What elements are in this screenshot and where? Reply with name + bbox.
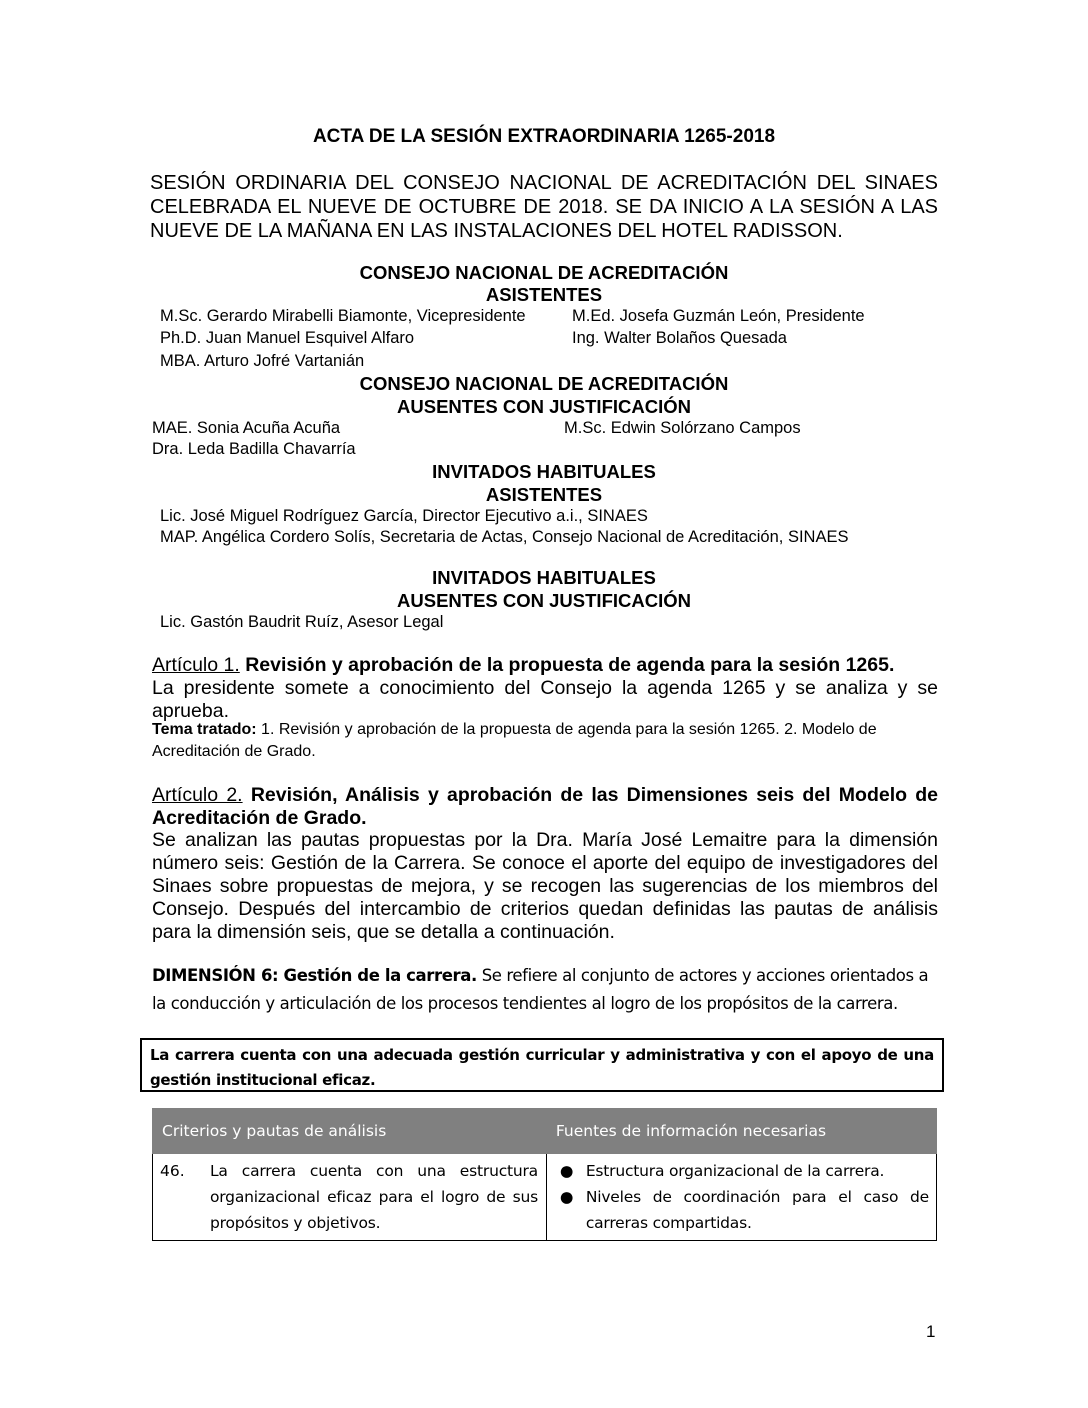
article-2-heading xyxy=(152,784,938,830)
section-subheading: ASISTENTES xyxy=(485,284,603,305)
bullet-icon: ● xyxy=(559,1188,574,1206)
criterion-number: 46. xyxy=(160,1162,185,1180)
dimension-text: Se refiere al conjunto de actores y acciones orientados a la conducción y articulación de los procesos tendientes al logro de los propósitos de la carrera. xyxy=(152,966,929,1013)
article-title: Revisión, Análisis y aprobación de las Dimensiones seis del Modelo de Acreditación de Grado. xyxy=(152,784,938,829)
tema-label: Tema tratado: xyxy=(152,721,257,738)
bullet-icon: ● xyxy=(559,1162,574,1180)
sources-cell xyxy=(546,1154,936,1241)
attendee-name: MBA. Arturo Jofré Vartanián xyxy=(160,352,365,370)
source-text: Niveles de coordinación para el caso de carreras compartidas. xyxy=(585,1188,929,1232)
absent-name: Dra. Leda Badilla Chavarría xyxy=(152,440,356,458)
section-subheading: AUSENTES CON JUSTIFICACIÓN xyxy=(397,396,691,417)
document-title: ACTA DE LA SESIÓN EXTRAORDINARIA 1265-2018 xyxy=(312,126,776,147)
guest-name: Lic. Gastón Baudrit Ruíz, Asesor Legal xyxy=(160,613,444,631)
page-number: 1 xyxy=(926,1322,936,1341)
article-1-text: La presidente somete a conocimiento del Consejo la agenda 1265 y se analiza y se aprueba. xyxy=(152,677,938,722)
table-row xyxy=(153,1154,937,1241)
dimension-description xyxy=(152,962,942,1018)
tema-text: 1. Revisión y aprobación de la propuesta de agenda para la sesión 1265. 2. Modelo de Acreditación de Grado. xyxy=(152,721,877,760)
table-header-row xyxy=(153,1109,937,1154)
attendee-name: M.Ed. Josefa Guzmán León, Presidente xyxy=(572,307,865,325)
dimension-label: DIMENSIÓN 6: Gestión de la carrera. xyxy=(152,966,477,985)
absent-name: M.Sc. Edwin Solórzano Campos xyxy=(564,419,801,437)
section-heading: INVITADOS HABITUALES xyxy=(432,567,656,588)
guest-name: Lic. José Miguel Rodríguez García, Director Ejecutivo a.i., SINAES xyxy=(160,507,648,525)
criteria-table xyxy=(152,1108,937,1241)
attendee-name: Ph.D. Juan Manuel Esquivel Alfaro xyxy=(160,329,415,347)
criterion-text: La carrera cuenta con una estructura organizacional eficaz para el logro de sus propósitos y objetivos. xyxy=(210,1162,538,1232)
column-header: Criterios y pautas de análisis xyxy=(153,1109,547,1154)
section-subheading: AUSENTES CON JUSTIFICACIÓN xyxy=(397,590,691,611)
article-1-heading xyxy=(152,654,938,677)
section-heading: CONSEJO NACIONAL DE ACREDITACIÓN xyxy=(359,262,729,283)
article-2-text: Se analizan las pautas propuestas por la Dra. María José Lemaitre para la dimensión número seis: Gestión de la Carrera. Se conoce el aporte del equipo de investigadores del Sinaes sobre propuestas de mejora, y se recogen las sugerencias de los miembros del Consejo. Después del intercambio de criterios quedan definidas las pautas de análisis para la dimensión seis, que se detalla a continuación. xyxy=(152,829,938,943)
standard-box: La carrera cuenta con una adecuada gestión curricular y administrativa y con el apoyo de una gestión institucional eficaz. xyxy=(140,1038,944,1092)
tema-tratado xyxy=(152,719,938,763)
session-intro: SESIÓN ORDINARIA DEL CONSEJO NACIONAL DE ACREDITACIÓN DEL SINAES CELEBRADA EL NUEVE DE OCTUBRE DE 2018. SE DA INICIO A LA SESIÓN A LAS NUEVE DE LA MAÑANA EN LAS INSTALACIONES DEL HOTEL RADISSON. xyxy=(150,172,938,242)
absent-name: MAE. Sonia Acuña Acuña xyxy=(152,419,341,437)
column-header: Fuentes de información necesarias xyxy=(546,1109,936,1154)
article-title: Revisión y aprobación de la propuesta de agenda para la sesión 1265. xyxy=(245,654,895,676)
section-heading: INVITADOS HABITUALES xyxy=(432,461,656,482)
source-text: Estructura organizacional de la carrera. xyxy=(585,1162,885,1180)
section-subheading: ASISTENTES xyxy=(485,484,603,505)
guest-name: MAP. Angélica Cordero Solís, Secretaria de Actas, Consejo Nacional de Acreditación, SINAES xyxy=(160,528,849,546)
list-item xyxy=(554,1158,929,1184)
article-label: Artículo 2. xyxy=(152,784,243,806)
criterion-cell xyxy=(153,1154,547,1241)
article-label: Artículo 1. xyxy=(152,654,240,676)
sources-list xyxy=(554,1158,929,1236)
section-heading: CONSEJO NACIONAL DE ACREDITACIÓN xyxy=(359,373,729,394)
list-item xyxy=(554,1184,929,1236)
attendee-name: M.Sc. Gerardo Mirabelli Biamonte, Vicepresidente xyxy=(160,307,526,325)
attendee-name: Ing. Walter Bolaños Quesada xyxy=(572,329,787,347)
